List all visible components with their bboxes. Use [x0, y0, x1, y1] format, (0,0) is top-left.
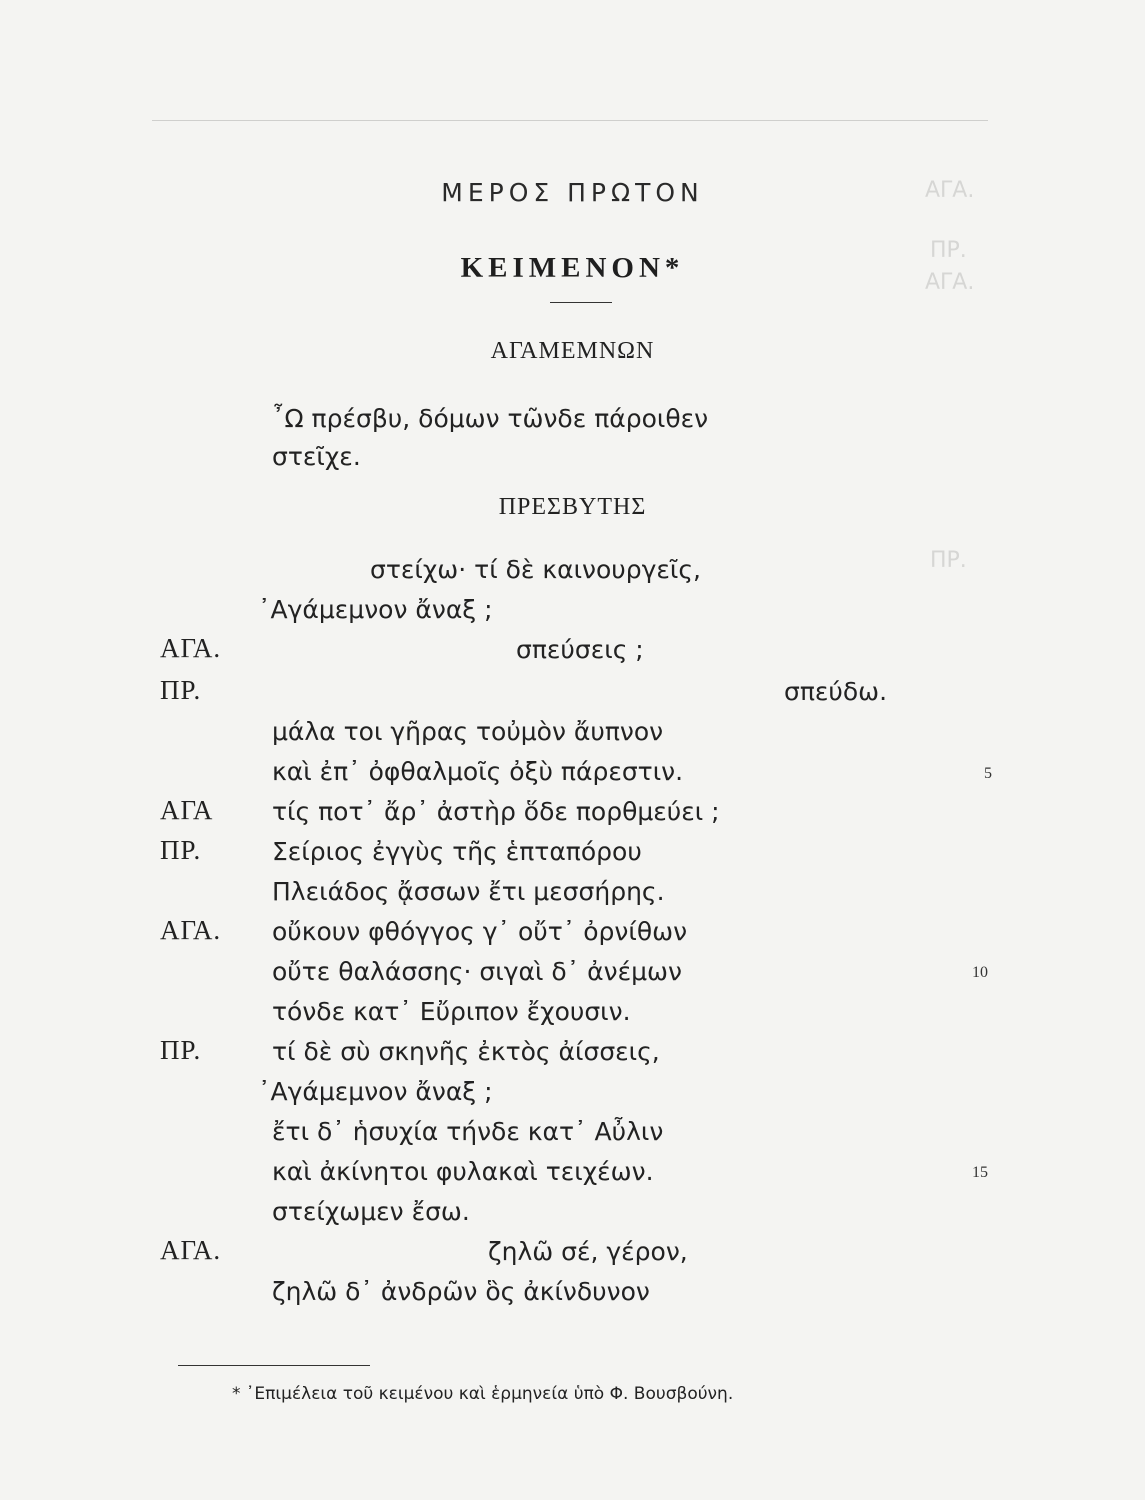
verse-line: καὶ ἀκίνητοι φυλακαὶ τειχέων.: [272, 1157, 654, 1186]
line-number: 5: [984, 765, 992, 782]
verse-line: οὔτε θαλάσσης· σιγαὶ δ᾿ ἀνέμων: [272, 957, 682, 986]
line-number: 15: [972, 1164, 988, 1181]
verse-line: τίς ποτ᾿ ἄρ᾿ ἀστὴρ ὅδε πορθμεύει ;: [272, 797, 720, 826]
verse-line: οὔκουν φθόγγος γ᾿ οὔτ᾿ ὀρνίθων: [272, 917, 688, 946]
bleed-through-text: ΠΡ.: [930, 548, 967, 573]
speaker-label: ΑΓΑ: [160, 795, 214, 825]
footnote-rule: [178, 1365, 370, 1366]
verse-line: ζηλῶ σέ, γέρον,: [488, 1237, 688, 1266]
verse-line: τόνδε κατ᾿ Εὔριπον ἔχουσιν.: [272, 997, 631, 1026]
verse-line: ᾿Αγάμεμνον ἄναξ ;: [258, 595, 493, 624]
character-heading-agamemnon: ΑΓΑΜΕΜΝΩΝ: [490, 338, 655, 364]
line-number: 10: [972, 964, 988, 981]
verse-line: Σείριος ἐγγὺς τῆς ἑπταπόρου: [272, 837, 642, 866]
speaker-label: ΠΡ.: [160, 675, 202, 705]
speaker-label: ΠΡ.: [160, 835, 202, 865]
speaker-label: ΑΓΑ.: [160, 633, 222, 663]
verse-line: ζηλῶ δ᾿ ἀνδρῶν ὃς ἀκίνδυνον: [272, 1277, 650, 1306]
bleed-through-text: ΑΓΑ.: [925, 270, 975, 295]
character-heading-old-man: ΠΡΕΣΒΥΤΗΣ: [498, 494, 647, 520]
footnote: * ᾿Επιμέλεια τοῦ κειμένου καὶ ἑρμηνεία ὑπὸ Φ. Βουσβούνη.: [232, 1384, 734, 1404]
speaker-label: ΠΡ.: [160, 1035, 202, 1065]
title-divider: [550, 302, 612, 303]
verse-line: ᾿Αγάμεμνον ἄναξ ;: [258, 1077, 493, 1106]
verse-line: τί δὲ σὺ σκηνῆς ἐκτὸς ἀίσσεις,: [272, 1037, 660, 1066]
verse-line: ἔτι δ᾿ ἡσυχία τήνδε κατ᾿ Αὖλιν: [272, 1117, 664, 1146]
verse-line: στείχω· τί δὲ καινουργεῖς,: [370, 555, 702, 584]
verse-line: σπεύσεις ;: [516, 635, 644, 664]
bleed-through-text: ΠΡ.: [930, 238, 967, 263]
section-title: ΚΕΙΜΕΝΟΝ*: [460, 252, 685, 284]
verse-line: ῏Ω πρέσβυ, δόμων τῶνδε πάροιθεν: [272, 404, 709, 433]
verse-line: καὶ ἐπ᾿ ὀφθαλμοῖς ὀξὺ πάρεστιν.: [272, 757, 684, 786]
speaker-label: ΑΓΑ.: [160, 915, 222, 945]
bleed-through-header-rule: [152, 120, 988, 121]
verse-line: στεῖχε.: [272, 442, 361, 471]
part-title: ΜΕΡΟΣ ΠΡΩΤΟΝ: [441, 178, 704, 207]
verse-line: στείχωμεν ἔσω.: [272, 1197, 470, 1226]
bleed-through-text: ΑΓΑ.: [925, 178, 975, 203]
verse-line: σπεύδω.: [784, 677, 888, 706]
verse-line: μάλα τοι γῆρας τοὐμὸν ἄυπνον: [272, 717, 664, 746]
verse-line: Πλειάδος ᾄσσων ἔτι μεσσήρης.: [272, 877, 665, 906]
speaker-label: ΑΓΑ.: [160, 1235, 222, 1265]
